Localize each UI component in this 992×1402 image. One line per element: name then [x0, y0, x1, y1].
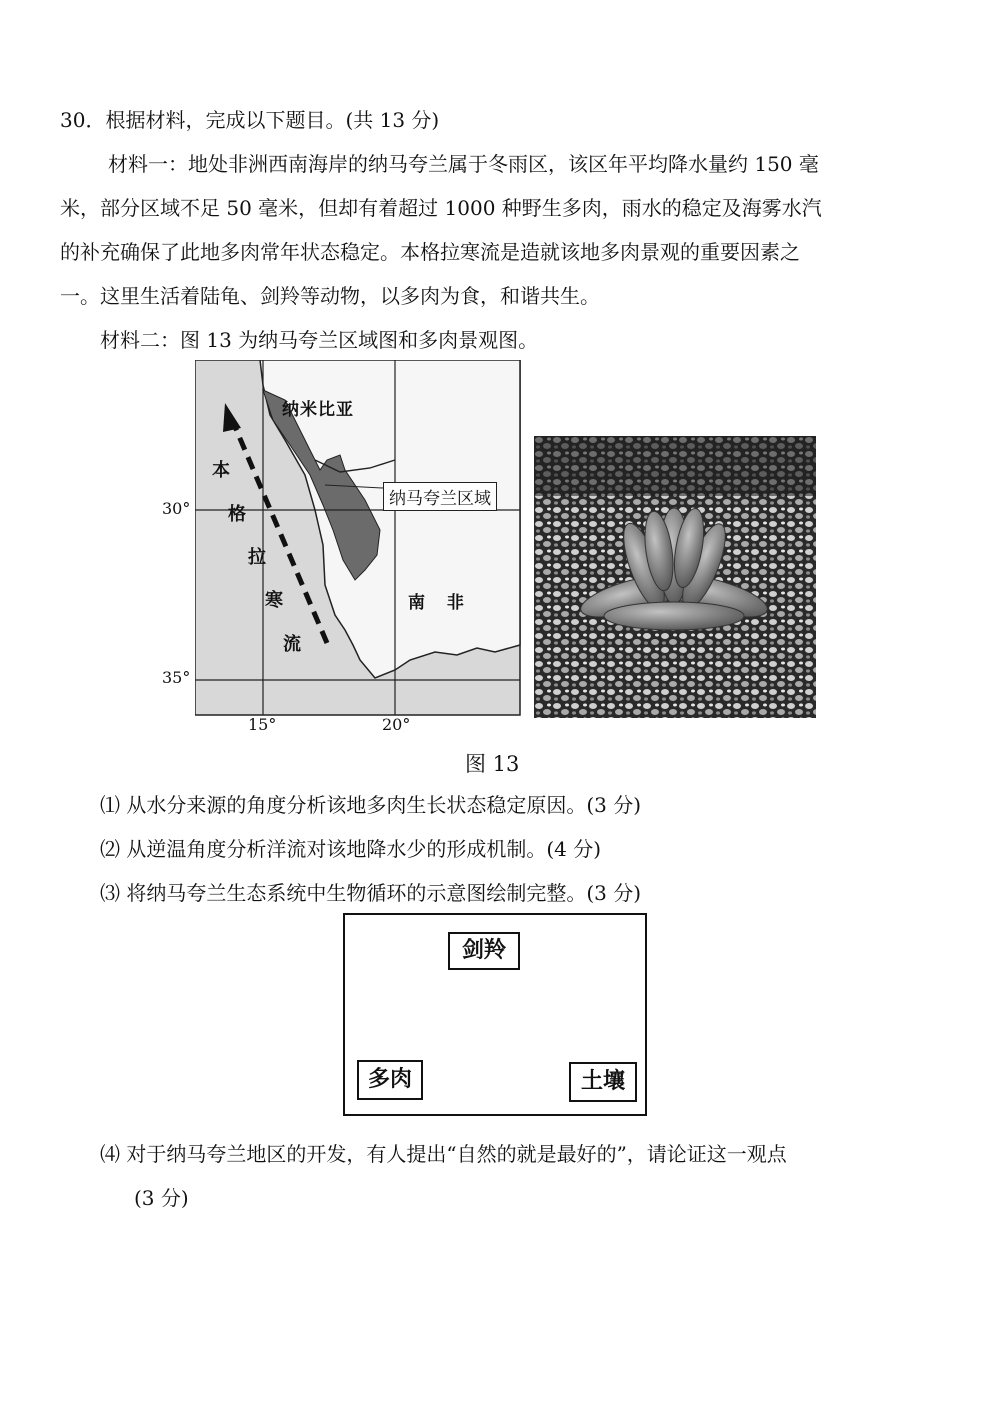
- material1-line-1: 材料一：地处非洲西南海岸的纳马夸兰属于冬雨区，该区年平均降水量约 150 毫: [108, 152, 819, 176]
- question-header: 30．根据材料，完成以下题目。(共 13 分): [60, 108, 440, 132]
- current-label-char-2: 格: [228, 504, 246, 525]
- lat-label-30: 30°: [162, 499, 191, 518]
- current-label-char-3: 拉: [248, 547, 266, 568]
- succulent-photo: [534, 436, 816, 718]
- south-africa-label: 南 非: [408, 593, 472, 613]
- current-label-char-5: 流: [283, 634, 301, 655]
- sub-question-3: ⑶ 将纳马夸兰生态系统中生物循环的示意图绘制完整。(3 分): [100, 881, 642, 905]
- bio-cycle-diagram: [343, 913, 647, 1116]
- current-label-char-4: 寒: [265, 590, 283, 611]
- cycle-box-succulent: 多肉: [357, 1060, 423, 1100]
- region-label: 纳马夸兰区域: [383, 482, 497, 511]
- cycle-box-soil: 土壤: [569, 1062, 637, 1102]
- namaqualand-map: [195, 360, 525, 730]
- lon-label-15: 15°: [248, 715, 277, 734]
- sub-question-4: ⑷ 对于纳马夸兰地区的开发，有人提出“自然的就是最好的”，请论证这一观点: [100, 1142, 787, 1166]
- sub-question-4-score: (3 分): [134, 1186, 189, 1210]
- figure-caption: 图 13: [465, 752, 520, 776]
- lat-label-35: 35°: [162, 668, 191, 687]
- namibia-label: 纳米比亚: [282, 400, 354, 420]
- material2-line: 材料二：图 13 为纳马夸兰区域图和多肉景观图。: [100, 328, 539, 352]
- material1-line-3: 的补充确保了此地多肉常年状态稳定。本格拉寒流是造就该地多肉景观的重要因素之: [60, 240, 800, 264]
- sub-question-2: ⑵ 从逆温角度分析洋流对该地降水少的形成机制。(4 分): [100, 837, 602, 861]
- material1-line-4: 一。这里生活着陆龟、剑羚等动物，以多肉为食，和谐共生。: [60, 284, 600, 308]
- figure-13: [150, 350, 825, 780]
- cycle-box-antelope: 剑羚: [448, 932, 520, 970]
- lon-label-20: 20°: [382, 715, 411, 734]
- sub-question-1: ⑴ 从水分来源的角度分析该地多肉生长状态稳定原因。(3 分): [100, 793, 642, 817]
- current-label-char-1: 本: [212, 460, 230, 481]
- material1-line-2: 米，部分区域不足 50 毫米，但却有着超过 1000 种野生多肉，雨水的稳定及海雾水汽: [60, 196, 822, 220]
